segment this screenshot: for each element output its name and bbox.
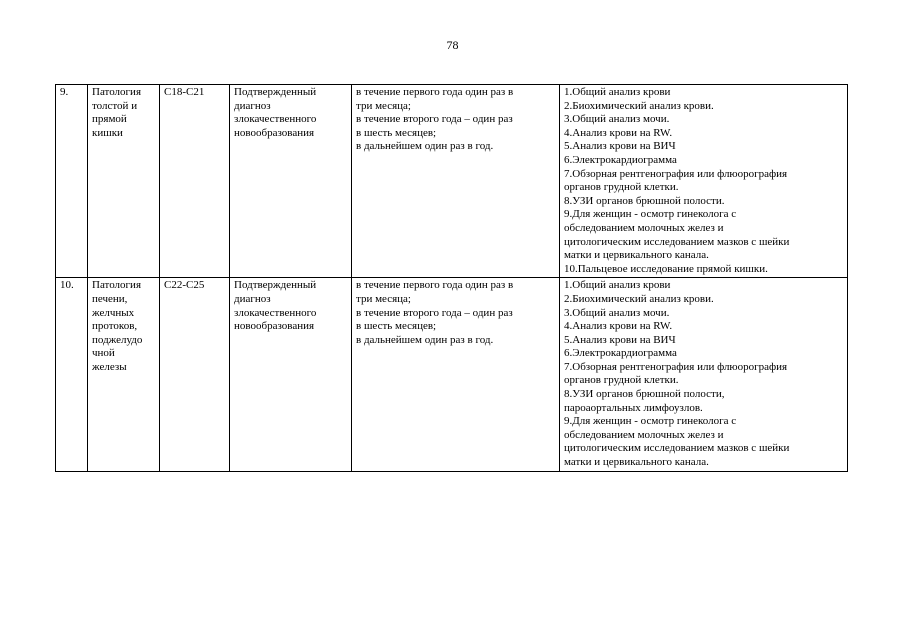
diagnosis-line: диагноз bbox=[234, 292, 271, 305]
frequency-line: три месяца; bbox=[356, 99, 411, 112]
pathology-cell bbox=[88, 85, 160, 278]
examinations-line: пароаортальных лимфоузлов. bbox=[564, 401, 703, 414]
examinations-line: 9.Для женщин - осмотр гинеколога с bbox=[564, 208, 737, 221]
pathology-line: Патология bbox=[92, 279, 142, 292]
diagnosis-cell bbox=[230, 85, 352, 278]
examinations-line: 10.Пальцевое исследование прямой кишки. bbox=[564, 262, 768, 275]
frequency-line: в шесть месяцев; bbox=[356, 320, 437, 333]
examinations-cell bbox=[560, 85, 848, 278]
examinations-line: обследованием молочных желез и bbox=[564, 221, 724, 234]
examinations-line: 6.Электрокардиограмма bbox=[564, 347, 677, 360]
examinations-line: цитологическим исследованием мазков с шейки bbox=[564, 235, 790, 248]
frequency-line: в течение второго года – один раз bbox=[356, 306, 513, 319]
examinations-line: 5.Анализ крови на ВИЧ bbox=[564, 333, 676, 346]
pathology-line: поджелудо bbox=[92, 333, 143, 346]
examinations-line: 7.Обзорная рентгенография или флюорография bbox=[564, 360, 788, 373]
diagnosis-line: диагноз bbox=[234, 99, 271, 112]
row-number-text: 9. bbox=[60, 86, 69, 98]
diagnosis-cell bbox=[230, 278, 352, 471]
diagnosis-line: Подтвержденный bbox=[234, 86, 317, 98]
examinations-line: 2.Биохимический анализ крови. bbox=[564, 292, 714, 305]
icd-code-cell bbox=[160, 85, 230, 278]
diagnosis-line: злокачественного bbox=[234, 113, 317, 126]
examination-table bbox=[55, 84, 848, 472]
examinations-line: 9.Для женщин - осмотр гинеколога с bbox=[564, 415, 737, 428]
frequency-line: в дальнейшем один раз в год. bbox=[356, 140, 494, 153]
frequency-line: в шесть месяцев; bbox=[356, 126, 437, 139]
examinations-line: 6.Электрокардиограмма bbox=[564, 153, 677, 166]
pathology-line: печени, bbox=[92, 292, 128, 305]
examinations-line: 5.Анализ крови на ВИЧ bbox=[564, 140, 676, 153]
examinations-line: органов грудной клетки. bbox=[564, 374, 679, 387]
examinations-line: 7.Обзорная рентгенография или флюорография bbox=[564, 167, 788, 180]
table-row bbox=[56, 278, 848, 471]
frequency-line: в течение второго года – один раз bbox=[356, 113, 513, 126]
diagnosis-line: новообразования bbox=[234, 126, 315, 139]
examinations-cell bbox=[560, 278, 848, 471]
page-number: 78 bbox=[446, 38, 459, 52]
icd-code-text: С22-С25 bbox=[164, 279, 205, 292]
examinations-line: цитологическим исследованием мазков с шейки bbox=[564, 442, 790, 455]
pathology-line: прямой bbox=[92, 113, 127, 126]
frequency-line: в дальнейшем один раз в год. bbox=[356, 333, 494, 346]
examinations-line: 3.Общий анализ мочи. bbox=[564, 113, 670, 126]
examinations-line: 4.Анализ крови на RW. bbox=[564, 126, 673, 139]
frequency-cell bbox=[352, 278, 560, 471]
examinations-line: 3.Общий анализ мочи. bbox=[564, 306, 670, 319]
examinations-line: матки и цервикального канала. bbox=[564, 249, 709, 262]
examinations-line: 8.УЗИ органов брюшной полости. bbox=[564, 194, 725, 207]
table-body bbox=[56, 85, 848, 472]
icd-code-text: С18-С21 bbox=[164, 86, 205, 98]
examinations-line: органов грудной клетки. bbox=[564, 181, 679, 194]
table-row bbox=[56, 85, 848, 278]
diagnosis-line: новообразования bbox=[234, 320, 315, 333]
examinations-line: 2.Биохимический анализ крови. bbox=[564, 99, 714, 112]
row-number-cell bbox=[56, 278, 88, 471]
examinations-line: 1.Общий анализ крови bbox=[564, 86, 671, 98]
examinations-line: 4.Анализ крови на RW. bbox=[564, 320, 673, 333]
frequency-line: три месяца; bbox=[356, 292, 411, 305]
icd-code-cell bbox=[160, 278, 230, 471]
examinations-line: матки и цервикального канала. bbox=[564, 456, 709, 469]
frequency-line: в течение первого года один раз в bbox=[356, 279, 514, 292]
diagnosis-line: злокачественного bbox=[234, 306, 317, 319]
pathology-line: протоков, bbox=[92, 320, 138, 333]
pathology-line: толстой и bbox=[92, 99, 138, 112]
pathology-cell bbox=[88, 278, 160, 471]
pathology-line: желчных bbox=[92, 306, 135, 319]
examinations-line: 1.Общий анализ крови bbox=[564, 279, 671, 292]
examinations-line: обследованием молочных желез и bbox=[564, 428, 724, 441]
examinations-line: 8.УЗИ органов брюшной полости, bbox=[564, 388, 725, 401]
pathology-line: чной bbox=[92, 347, 115, 360]
frequency-cell bbox=[352, 85, 560, 278]
diagnosis-line: Подтвержденный bbox=[234, 279, 317, 292]
row-number-cell bbox=[56, 85, 88, 278]
pathology-line: железы bbox=[92, 360, 127, 373]
frequency-line: в течение первого года один раз в bbox=[356, 86, 514, 98]
row-number-text: 10. bbox=[60, 279, 74, 292]
pathology-line: кишки bbox=[92, 126, 123, 139]
pathology-line: Патология bbox=[92, 86, 142, 98]
